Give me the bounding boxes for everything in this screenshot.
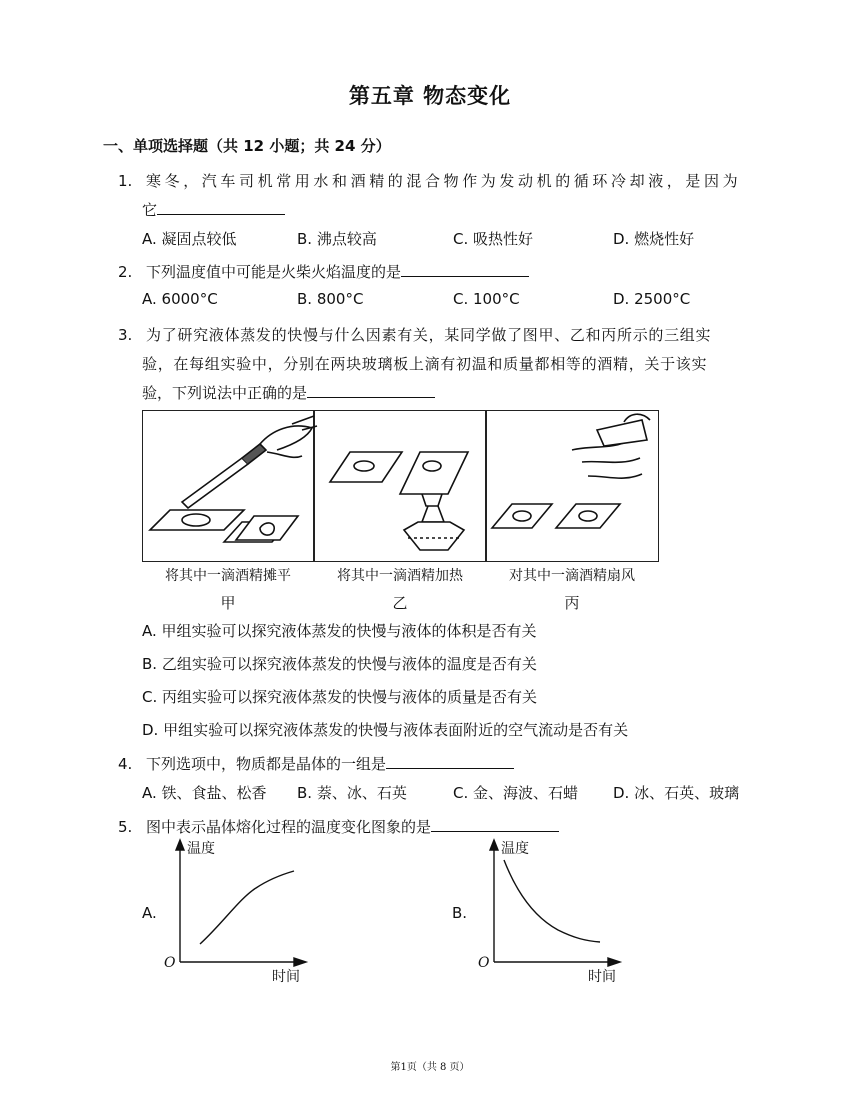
q1-stem-line2: 它 bbox=[142, 201, 158, 219]
q3-option-c[interactable]: C. 丙组实验可以探究液体蒸发的快慢与液体的质量是否有关 bbox=[142, 688, 538, 706]
caption-yi: 将其中一滴酒精加热 bbox=[337, 568, 463, 584]
answer-blank[interactable] bbox=[401, 261, 529, 277]
q5-stem: 图中表示晶体熔化过程的温度变化图象的是 bbox=[146, 818, 432, 836]
q1-number: 1. bbox=[118, 172, 133, 190]
caption-bing: 对其中一滴酒精扇风 bbox=[509, 568, 635, 584]
label-yi: 乙 bbox=[392, 594, 408, 612]
q3-number: 3. bbox=[118, 326, 133, 344]
q4-option-b[interactable]: B. 萘、冰、石英 bbox=[297, 784, 407, 802]
graph-a-option[interactable]: A. bbox=[142, 904, 157, 922]
q3-option-b[interactable]: B. 乙组实验可以探究液体蒸发的快慢与液体的温度是否有关 bbox=[142, 655, 537, 673]
q1-option-d[interactable]: D. 燃烧性好 bbox=[613, 230, 695, 248]
answer-blank[interactable] bbox=[157, 199, 285, 215]
page-footer: 第1页（共 8 页） bbox=[390, 1062, 470, 1073]
caption-jia: 将其中一滴酒精摊平 bbox=[165, 568, 291, 584]
graph-b bbox=[474, 838, 624, 978]
label-bing: 丙 bbox=[564, 594, 580, 612]
q2-number: 2. bbox=[118, 263, 133, 281]
graph-a-ylabel: 温度 bbox=[187, 841, 215, 857]
graph-b-origin: O bbox=[478, 955, 490, 971]
page-title: 第五章 物态变化 bbox=[348, 83, 512, 108]
answer-blank[interactable] bbox=[386, 753, 514, 769]
q4-option-d[interactable]: D. 冰、石英、玻璃 bbox=[613, 784, 740, 802]
graph-a-xlabel: 时间 bbox=[272, 969, 300, 985]
label-jia: 甲 bbox=[220, 594, 236, 612]
graph-a-origin: O bbox=[164, 955, 176, 971]
q4-option-c[interactable]: C. 金、海波、石蜡 bbox=[453, 784, 579, 802]
q2-option-c[interactable]: C. 100°C bbox=[453, 290, 520, 308]
answer-blank[interactable] bbox=[307, 382, 435, 398]
graph-a bbox=[160, 838, 310, 978]
answer-blank[interactable] bbox=[431, 816, 559, 832]
graph-b-xlabel: 时间 bbox=[588, 969, 616, 985]
experiment-illustration bbox=[142, 410, 659, 562]
q2-stem: 下列温度值中可能是火柴火焰温度的是 bbox=[146, 263, 402, 281]
graph-b-ylabel: 温度 bbox=[501, 841, 529, 857]
q3-stem-line2: 验，在每组实验中，分别在两块玻璃板上滴有初温和质量都相等的酒精，关于该实 bbox=[142, 355, 708, 373]
q3-option-a[interactable]: A. 甲组实验可以探究液体蒸发的快慢与液体的体积是否有关 bbox=[142, 622, 537, 640]
q2-option-b[interactable]: B. 800°C bbox=[297, 290, 364, 308]
q3-stem-line1: 为了研究液体蒸发的快慢与什么因素有关，某同学做了图甲、乙和丙所示的三组实 bbox=[146, 326, 712, 344]
q2-option-d[interactable]: D. 2500°C bbox=[613, 290, 691, 308]
q1-stem-line1: 寒冬，汽车司机常用水和酒精的混合物作为发动机的循环冷却液，是因为 bbox=[146, 172, 742, 190]
section-heading: 一、单项选择题（共 12 小题；共 24 分） bbox=[103, 137, 391, 155]
q3-option-d[interactable]: D. 甲组实验可以探究液体蒸发的快慢与液体表面附近的空气流动是否有关 bbox=[142, 721, 629, 739]
graph-b-option[interactable]: B. bbox=[452, 904, 468, 922]
q1-option-b[interactable]: B. 沸点较高 bbox=[297, 230, 377, 248]
q4-number: 4. bbox=[118, 755, 133, 773]
q2-option-a[interactable]: A. 6000°C bbox=[142, 290, 218, 308]
q1-option-c[interactable]: C. 吸热性好 bbox=[453, 230, 534, 248]
q1-option-a[interactable]: A. 凝固点较低 bbox=[142, 230, 237, 248]
q4-stem: 下列选项中，物质都是晶体的一组是 bbox=[146, 755, 387, 773]
q4-option-a[interactable]: A. 铁、食盐、松香 bbox=[142, 784, 267, 802]
q5-number: 5. bbox=[118, 818, 133, 836]
q3-stem-line3: 验，下列说法中正确的是 bbox=[142, 384, 308, 402]
